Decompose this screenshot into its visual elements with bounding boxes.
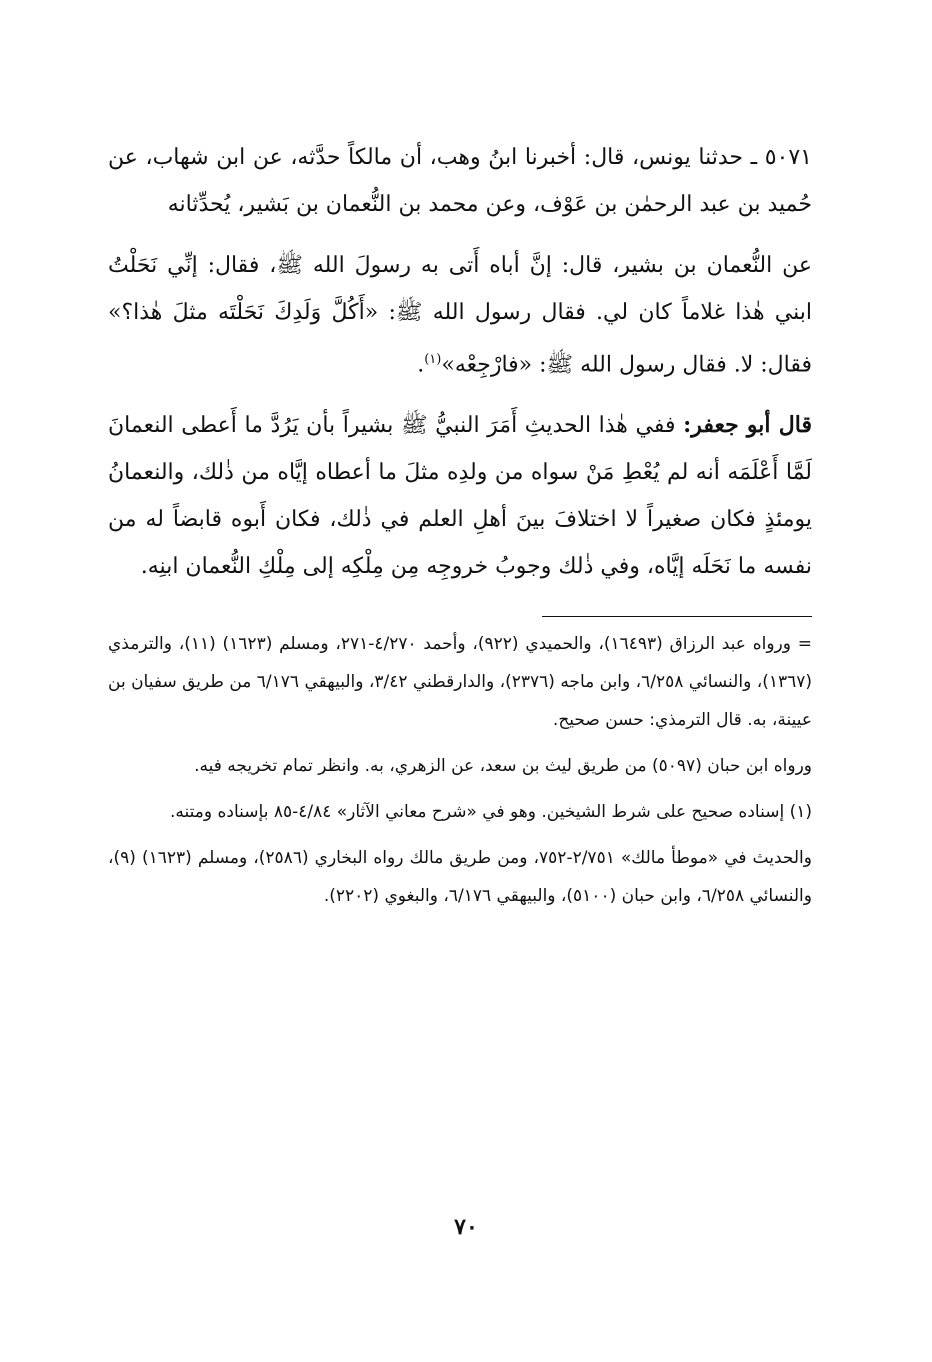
hadith-matn-text: عن النُّعمان بن بشير، قال: إنَّ أباه أَتى به رسولَ الله ﷺ، فقال: إنِّي نَحَلْتُ ابني هٰذا غلاماً كان لي. فقال رسول الله ﷺ: «أَكُلَّ وَلَدِكَ نَحَلْتَه مثلَ هٰذا؟» فقال: لا. فقال رسول الله ﷺ: «فارْجِعْه» xyxy=(108,253,813,378)
commentary-lead: قال أبو جعفر: xyxy=(683,412,812,439)
footnote-continuation: = ورواه عبد الرزاق (١٦٤٩٣)، والحميدي (٩٢٢)، وأحمد ٤/٢٧٠-٢٧١، ومسلم (١٦٢٣) (١١)، والترمذي (١٣٦٧)، والنسائي ٦/٢٥٨، وابن ماجه (٢٣٧٦)، والدارقطني ٣/٤٢، والبيهقي ٦/١٧٦ من طريق سفيان بن عيينة، به. قال الترمذي: حسن صحيح. xyxy=(108,634,813,731)
hadith-matn xyxy=(108,242,812,388)
page-body xyxy=(108,134,812,915)
hadith-end: . xyxy=(417,352,425,378)
footnote-ibn-hibban: ورواه ابن حبان (٥٠٩٧) من طريق ليث بن سعد، عن الزهري، به. وانظر تمام تخريجه فيه. xyxy=(194,756,812,777)
main-text xyxy=(108,134,812,590)
footnote-1-sources: والحديث في «موطأ مالك» ٢/٧٥١-٧٥٢، ومن طريق مالك رواه البخاري (٢٥٨٦)، ومسلم (١٦٢٣) (٩)، والنسائي ٦/٢٥٨، وابن حبان (٥١٠٠)، والبيهقي ٦/١٧٦، والبغوي (٢٢٠٢). xyxy=(108,848,812,907)
footnotes xyxy=(108,625,812,915)
footnote-divider xyxy=(542,616,812,617)
commentary-paragraph xyxy=(108,402,812,590)
page-number: ٧٠ xyxy=(454,1214,478,1240)
footnote-1: (١) إسناده صحيح على شرط الشيخين. وهو في «شرح معاني الآثار» ٤/٨٤-٨٥ بإسناده ومتنه. xyxy=(169,802,812,823)
footnote-marker: (١) xyxy=(424,352,442,367)
commentary-text: ففي هٰذا الحديثِ أَمَرَ النبيُّ ﷺ بشيراً بأن يَرُدَّ ما أَعطى النعمانَ لَمَّا أَعْلَمَه أنه لم يُعْطِ مَنْ سواه من ولدِه مثلَ ما أعطاه إيَّاه من ذٰلك، والنعمانُ يومئذٍ فكان صغيراً لا اختلافَ بينَ أهلِ العلم في ذٰلك، فكان أَبوه قابضاً له من نفسه ما نَحَلَه إيَّاه، وفي ذٰلك وجوبُ خروجِه مِن مِلْكِه إلى مِلْكِ النُّعمان ابنِه. xyxy=(108,413,812,580)
hadith-isnad: ٥٠٧١ ـ حدثنا يونس، قال: أخبرنا ابنُ وهب، أن مالكاً حدَّثه، عن ابن شهاب، عن حُميد بن عبد الرحمٰن بن عَوْف، وعن محمد بن النُّعمان بن بَشير، يُحدِّثانه xyxy=(108,145,812,217)
